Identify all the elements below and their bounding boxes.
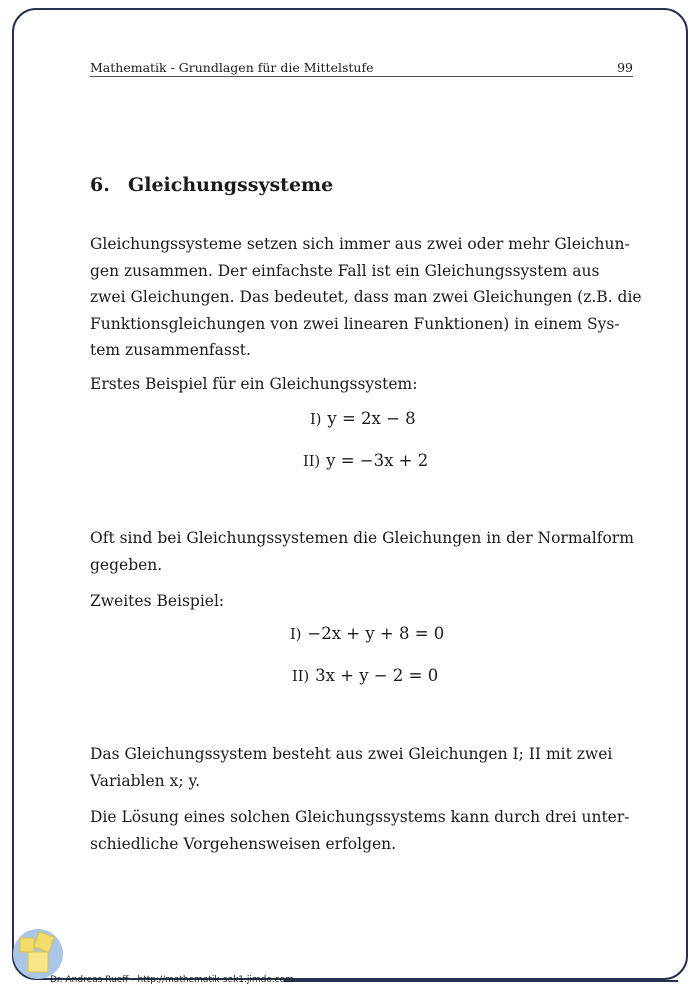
text-line: Die Lösung eines solchen Gleichungssystems kann durch drei unter-	[90, 808, 630, 826]
header-title: Mathematik - Grundlagen für die Mittelstufe	[90, 60, 374, 75]
footer-rule	[284, 980, 678, 982]
example2-intro: Zweites Beispiel:	[90, 592, 225, 610]
equation-label: I)	[310, 412, 322, 428]
text-line: Variablen x; y.	[90, 771, 201, 790]
section-number: 6.	[90, 174, 110, 196]
text-line: gegeben.	[90, 555, 163, 574]
paragraph-normalform	[90, 525, 634, 578]
equation-label: II)	[292, 669, 310, 685]
text-line: zwei Gleichungen. Das bedeutet, dass man zwei Gleichungen (z.B. die	[90, 288, 642, 306]
equation-label: I)	[290, 627, 302, 643]
equation-math: y = 2x − 8	[327, 409, 416, 428]
equation-2-1	[290, 624, 444, 643]
text-line: tem zusammenfasst.	[90, 341, 251, 359]
text-line: schiedliche Vorgehensweisen erfolgen.	[90, 834, 397, 853]
equation-2-2	[292, 666, 438, 685]
logo-square-small	[20, 938, 34, 952]
paragraph-intro	[90, 231, 642, 364]
pythagoras-logo-icon	[12, 928, 64, 980]
equation-math: 3x + y − 2 = 0	[315, 666, 439, 685]
footer-text: Dr. Andreas Rueff - http://mathematik-sek1.jimdo.com	[50, 975, 294, 985]
page-number: 99	[617, 60, 633, 75]
paragraph-solution	[90, 804, 630, 857]
text-line: Oft sind bei Gleichungssystemen die Gleichungen in der Normalform	[90, 529, 634, 547]
logo-square-large	[28, 952, 48, 972]
paragraph-variables	[90, 741, 630, 794]
text-line: gen zusammen. Der einfachste Fall ist ein Gleichungssystem aus	[90, 261, 600, 280]
section-title: Gleichungssysteme	[128, 174, 334, 196]
text-line: Funktionsgleichungen von zwei linearen Funktionen) in einem Sys-	[90, 314, 620, 333]
equation-label: II)	[303, 454, 321, 470]
text-line: Das Gleichungssystem besteht aus zwei Gleichungen I; II mit zwei	[90, 745, 613, 763]
equation-math: y = −3x + 2	[326, 451, 429, 470]
example1-intro: Erstes Beispiel für ein Gleichungssystem:	[90, 375, 418, 393]
section-heading	[90, 174, 333, 196]
equation-math: −2x + y + 8 = 0	[307, 624, 445, 643]
equation-1-1	[310, 409, 416, 428]
equation-1-2	[303, 451, 428, 470]
page-header	[90, 60, 633, 77]
text-line: Gleichungssysteme setzen sich immer aus zwei oder mehr Gleichun-	[90, 235, 630, 253]
